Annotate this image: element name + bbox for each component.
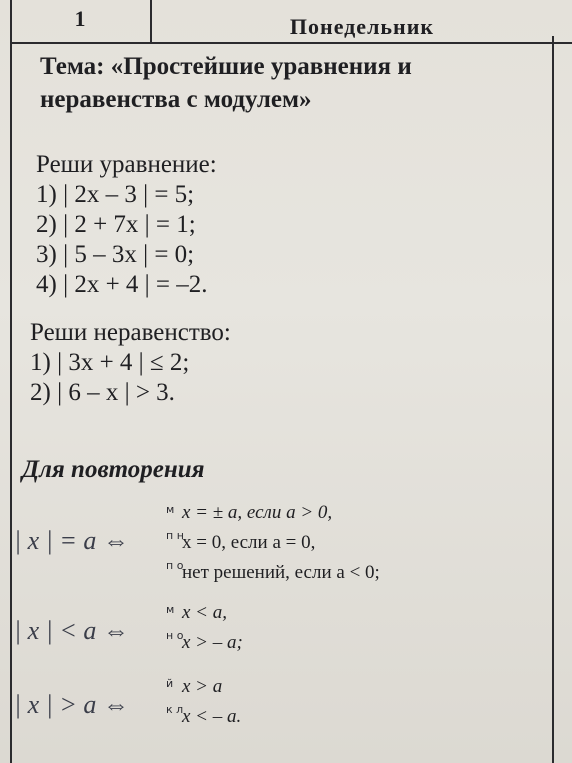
right-border [552,36,554,763]
equations-heading: Реши уравнение: [36,151,217,178]
case-text: x > a [182,676,223,697]
equation-item: 1) | 2x – 3 | = 5; [36,181,195,208]
inequalities-section [30,318,231,408]
case-text: x > – a; [182,632,243,653]
table-header [10,0,572,44]
rule-lhs: | x | = a ⇔ [14,526,129,555]
case-text: нет решений, если a < 0; [182,562,380,583]
bracket-glyph: й [166,677,174,690]
equation-item: 2) | 2 + 7x | = 1; [36,211,196,238]
lesson-number: 1 [10,0,152,42]
bracket-glyph: п н [166,529,184,542]
rule-lhs: | x | < a ⇔ [14,616,129,645]
inequality-item: 1) | 3x + 4 | ≤ 2; [30,349,190,376]
bracket-glyph: н о [166,629,184,642]
inequality-item: 2) | 6 – x | > 3. [30,379,175,406]
case-text: x = ± a, если a > 0, [182,502,333,523]
review-title: Для повторения [22,456,205,483]
topic-line-2: неравенства с модулем» [40,86,312,113]
equation-item: 3) | 5 – 3x | = 0; [36,241,195,268]
bracket-glyph: п о [166,559,184,572]
case-text: x = 0, если a = 0, [182,532,316,553]
bracket-glyph: к л [166,703,184,716]
bracket-glyph: м [166,603,175,616]
topic-title [40,50,540,116]
case-text: x < – a. [182,706,242,727]
equations-section [36,150,217,300]
day-of-week: Понедельник [289,14,435,39]
case-text: x < a, [182,602,228,623]
left-border [10,0,12,763]
topic-line-1: Тема: «Простейшие уравнения и [40,53,412,80]
inequalities-heading: Реши неравенство: [30,319,231,346]
equation-item: 4) | 2x + 4 | = –2. [36,271,208,298]
bracket-glyph: м [166,503,175,516]
rule-lhs: | x | > a ⇔ [14,690,129,719]
